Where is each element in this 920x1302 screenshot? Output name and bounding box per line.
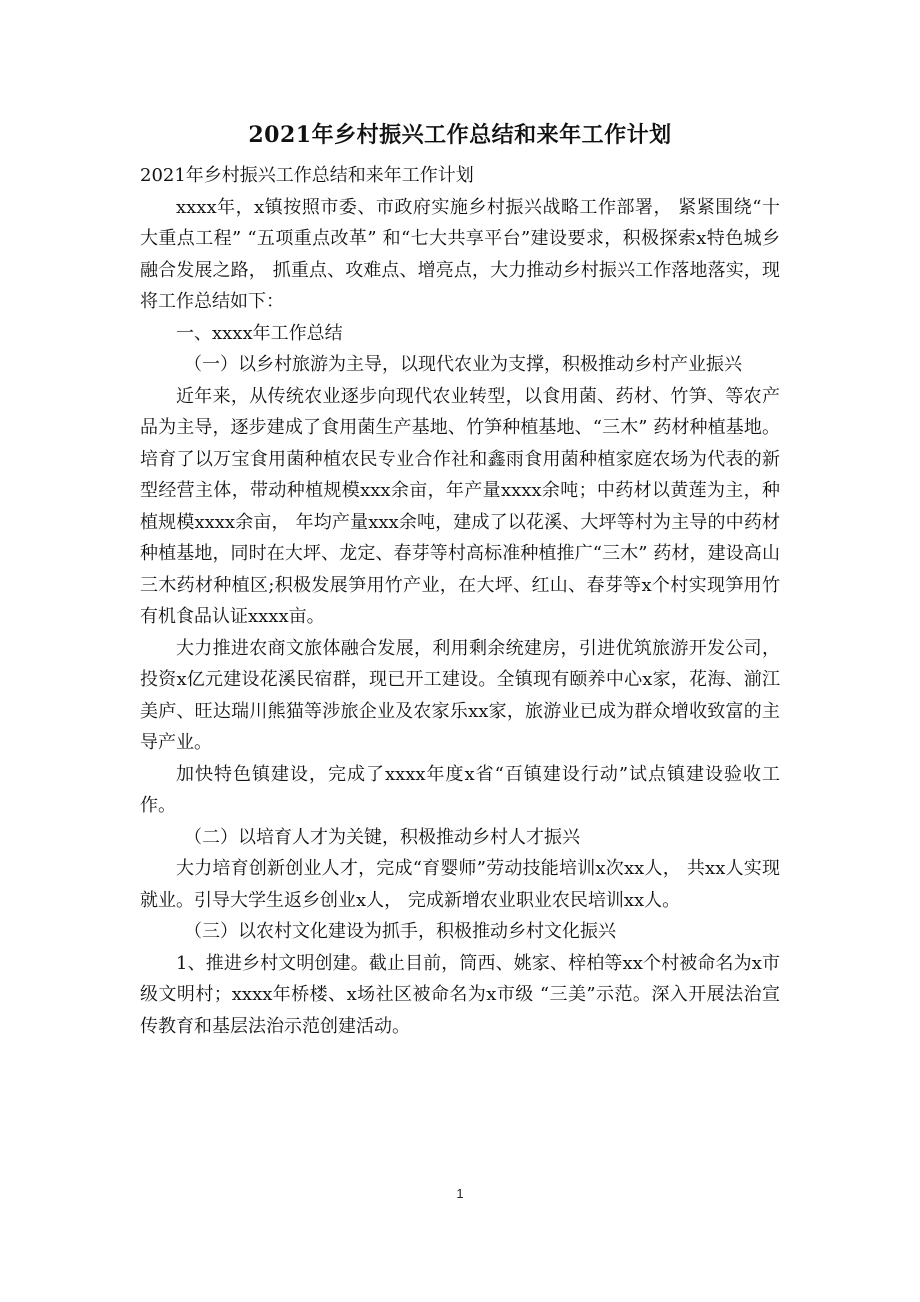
document-title: 2021年乡村振兴工作总结和来年工作计划 bbox=[248, 122, 672, 148]
body-paragraph-talent: 大力培育创新创业人才，完成“育婴师”劳动技能培训x次xx人， 共xx人实现就业。引导大学生返乡创业x人， 完成新增农业职业农民培训xx人。 bbox=[140, 858, 780, 911]
subsection-heading-industry: （一）以乡村旅游为主导，以现代农业为支撑，积极推动乡村产业振兴 bbox=[184, 354, 742, 375]
body-paragraph-civilization: 1、推进乡村文明创建。截止目前，筒西、姚家、梓柏等xx个村被命名为x市级文明村；xxxx年桥楼、x场社区被命名为x市级 “三美”示范。深入开展法治宣传教育和基层法治示范创建活动。 bbox=[140, 952, 780, 1037]
subsection-heading-culture: （三）以农村文化建设为抓手，积极推动乡村文化振兴 bbox=[184, 921, 616, 942]
page-number: 1 bbox=[456, 1186, 464, 1201]
body-paragraph-town-building: 加快特色镇建设，完成了xxxx年度x省“百镇建设行动”试点镇建设验收工作。 bbox=[140, 763, 780, 816]
section-heading: 一、xxxx年工作总结 bbox=[176, 322, 343, 344]
document-body bbox=[140, 160, 780, 1042]
body-paragraph-tourism: 大力推进农商文旅体融合发展，利用剩余统建房，引进优筑旅游开发公司，投资x亿元建设花溪民宿群，现已开工建设。全镇现有颐养中心x家，花海、湔江美庐、旺达瑞川熊猫等涉旅企业及农家乐xx家，旅游业已成为群众增收致富的主导产业。 bbox=[140, 637, 780, 753]
subtitle-paragraph: 2021年乡村振兴工作总结和来年工作计划 bbox=[140, 165, 474, 186]
intro-paragraph: xxxx年，x镇按照市委、市政府实施乡村振兴战略工作部署， 紧紧围绕“十大重点工程” “五项重点改革” 和“七大共享平台”建设要求，积极探索x特色城乡融合发展之路， 抓重点、攻难点、增亮点，大力推动乡村振兴工作落地落实，现将工作总结如下： bbox=[140, 196, 780, 312]
subsection-heading-talent: （二）以培育人才为关键，积极推动乡村人才振兴 bbox=[184, 826, 580, 848]
body-paragraph-agriculture: 近年来，从传统农业逐步向现代农业转型，以食用菌、药材、竹笋、等农产品为主导，逐步建成了食用菌生产基地、竹笋种植基地、“三木” 药材种植基地。培育了以万宝食用菌种植农民专业合作社和鑫雨食用菌种植家庭农场为代表的新型经营主体，带动种植规模xxx余亩，年产量xxxx余吨；中药材以黄莲为主，种植规模xxxx余亩， 年均产量xxx余吨，建成了以花溪、大坪等村为主导的中药材种植基地，同时在大坪、龙定、春芽等村高标准种植推广“三木” 药材，建设高山三木药材种植区;积极发展笋用竹产业，在大坪、红山、春芽等x个村实现笋用竹有机食品认证xxxx亩。 bbox=[140, 385, 780, 627]
